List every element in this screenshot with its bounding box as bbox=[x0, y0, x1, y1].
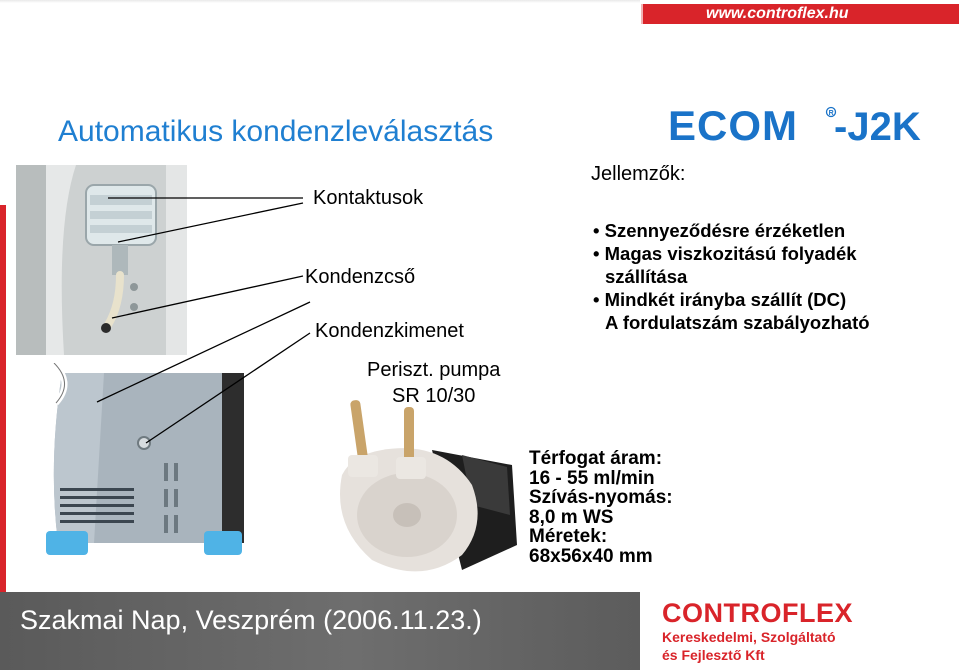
label-contacts: Kontaktusok bbox=[313, 187, 424, 209]
logo-word2: -J2K bbox=[834, 105, 921, 148]
company-name: CONTROFLEX bbox=[662, 598, 853, 628]
characteristic-item: A fordulatszám szabályozható bbox=[605, 312, 870, 333]
spec-line: Méretek: bbox=[529, 526, 608, 547]
svg-text:R: R bbox=[828, 109, 834, 117]
logo-word1: ECOM bbox=[668, 104, 798, 148]
spec-line: 8,0 m WS bbox=[529, 506, 614, 528]
label-condensate-tube: Kondenzcső bbox=[305, 266, 416, 288]
pump-specs bbox=[529, 449, 673, 566]
characteristic-item: • Magas viszkozitású folyadék bbox=[593, 243, 857, 264]
footer-event-text: Szakmai Nap, Veszprém (2006.11.23.) bbox=[20, 605, 482, 635]
spec-line: Térfogat áram: bbox=[529, 448, 663, 469]
outlet-pointer-line-1 bbox=[97, 302, 310, 402]
label-condensate-outlet: Kondenzkimenet bbox=[315, 320, 464, 342]
label-pump-line1: Periszt. pumpa bbox=[367, 359, 501, 381]
characteristics-list bbox=[593, 219, 870, 334]
characteristic-item: • Mindkét irányba szállít (DC) bbox=[593, 289, 847, 310]
label-pump bbox=[367, 357, 500, 409]
spec-line: Szívás-nyomás: bbox=[529, 487, 673, 508]
label-pump-line2: SR 10/30 bbox=[392, 385, 476, 407]
tube-pointer-line bbox=[112, 276, 303, 318]
characteristic-item: szállítása bbox=[605, 266, 688, 287]
characteristic-item: • Szennyeződésre érzéketlen bbox=[593, 220, 846, 241]
contacts-pointer-line-2 bbox=[118, 203, 303, 242]
slide-title: Automatikus kondenzleválasztás bbox=[58, 115, 494, 148]
characteristics-heading: Jellemzők: bbox=[591, 163, 686, 185]
company-subtitle-2: és Fejlesztő Kft bbox=[662, 647, 765, 663]
company-subtitle-1: Kereskedelmi, Szolgáltató bbox=[662, 629, 836, 645]
spec-line: 16 - 55 ml/min bbox=[529, 467, 655, 489]
outlet-pointer-line-2 bbox=[146, 333, 310, 443]
website-url[interactable]: www.controflex.hu bbox=[706, 5, 849, 22]
spec-line: 68x56x40 mm bbox=[529, 545, 653, 567]
